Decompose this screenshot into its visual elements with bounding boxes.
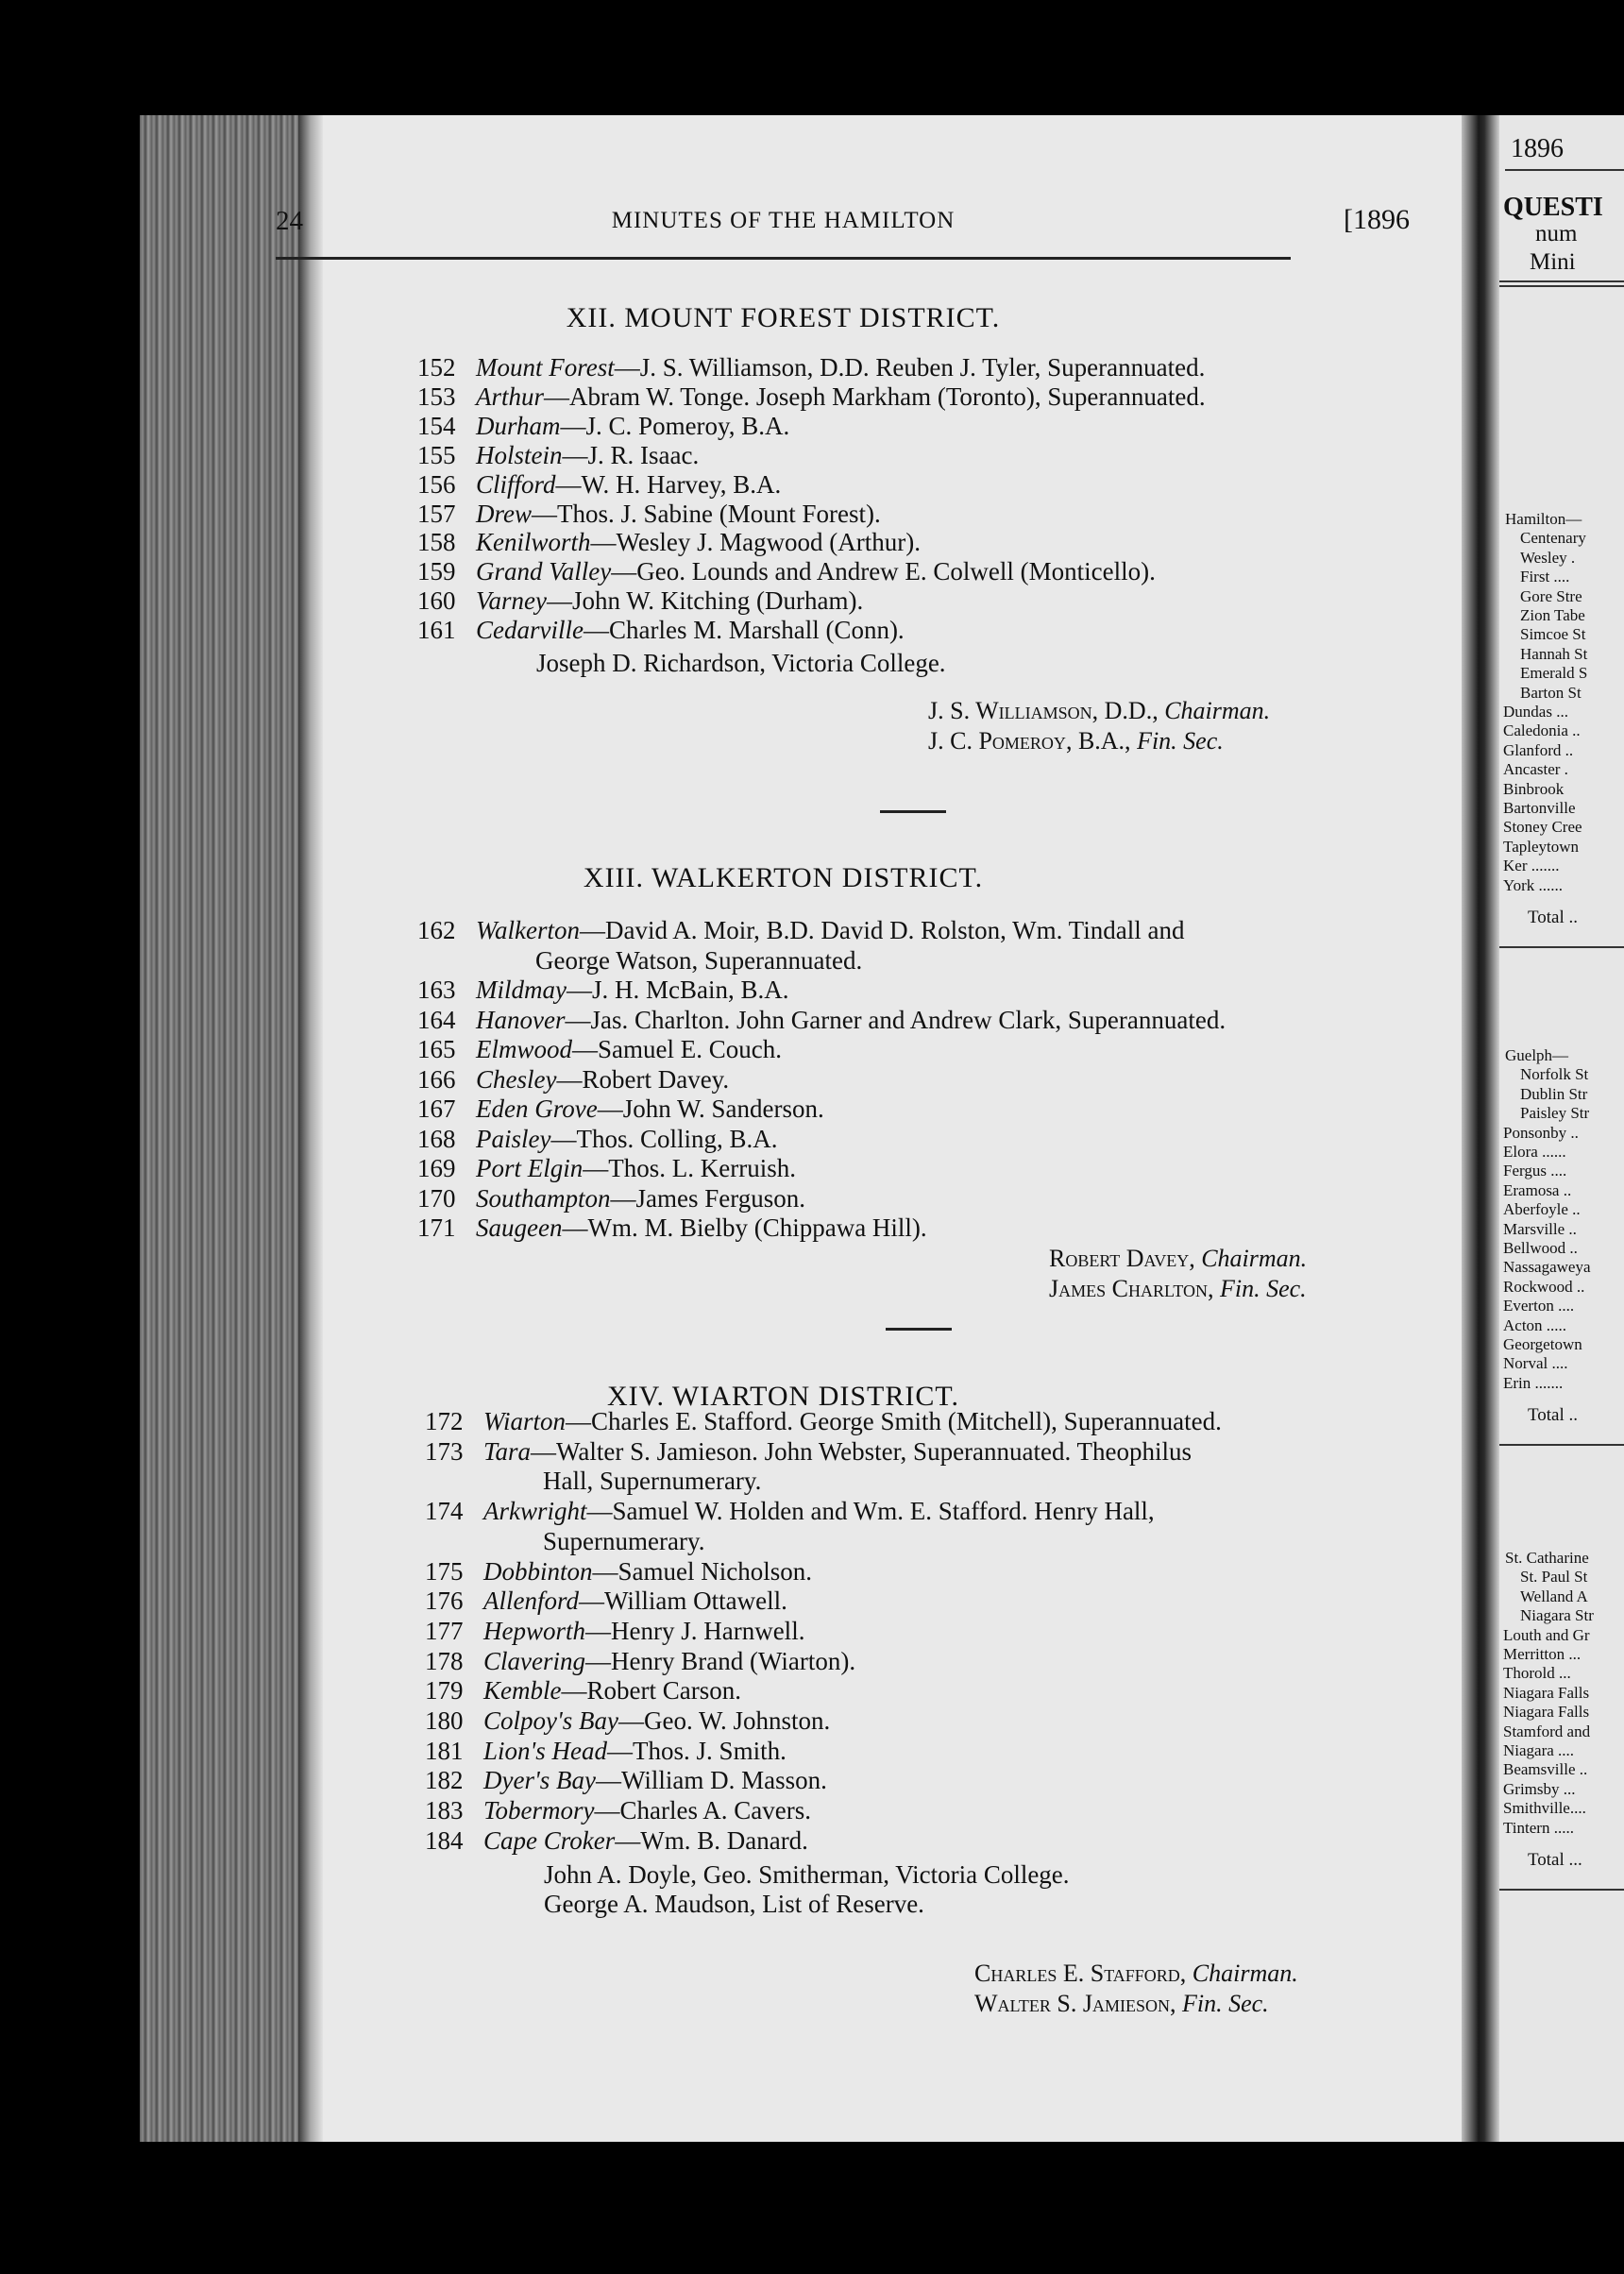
entry-number: 152	[417, 353, 456, 382]
book-gutter	[1462, 115, 1499, 2142]
right-list-item: Hamilton—	[1505, 510, 1582, 528]
right-list-item: Dublin Str	[1520, 1084, 1588, 1103]
entry-ministers: —Henry Brand (Wiarton).	[585, 1646, 856, 1675]
right-list-item: Gore Stre	[1520, 586, 1582, 605]
entry-ministers: —W. H. Harvey, B.A.	[555, 469, 782, 499]
entry-number: 159	[417, 557, 456, 586]
entry-number: 158	[417, 528, 456, 557]
signature-line	[1049, 1245, 1307, 1273]
entry-ministers: —Thos. J. Smith.	[607, 1736, 787, 1765]
right-list-item: Barton St	[1520, 683, 1582, 702]
right-list-item: Tapleytown	[1503, 837, 1580, 856]
right-list-item: Stoney Cree	[1503, 818, 1582, 837]
entry-place: Arthur	[476, 382, 545, 411]
entry-number: 181	[425, 1736, 464, 1765]
right-list-item: Rockwood ..	[1503, 1277, 1585, 1296]
entry-line	[425, 1407, 1222, 1436]
entry-number: 153	[417, 382, 456, 411]
right-page-year: 1896	[1511, 134, 1564, 163]
right-list-item: Hannah St	[1520, 644, 1588, 663]
entry-line	[425, 1497, 1155, 1526]
entry-ministers: —James Ferguson.	[610, 1183, 806, 1213]
entry-ministers: —Wesley J. Magwood (Arthur).	[590, 528, 922, 557]
entry-ministers: —Thos. J. Sabine (Mount Forest).	[532, 499, 881, 528]
right-list-item: Niagara Falls	[1503, 1683, 1590, 1702]
right-list-item: Bellwood ..	[1503, 1239, 1578, 1257]
entry-ministers: —Samuel Nicholson.	[592, 1556, 812, 1586]
page-number: 24	[276, 206, 303, 236]
entry-number: 161	[417, 616, 456, 645]
entry-ministers: —William Ottawell.	[579, 1587, 787, 1616]
entry-number: 163	[417, 976, 456, 1004]
entry-place: Clavering	[483, 1646, 585, 1675]
signatory-role: Chairman.	[1201, 1245, 1308, 1272]
entry-place: Colpoy's Bay	[483, 1706, 619, 1735]
right-list-item: Nassagaweya	[1503, 1258, 1591, 1277]
entry-number: 166	[417, 1064, 456, 1094]
right-list-item: St. Paul St	[1520, 1568, 1588, 1587]
entry-place: Port Elgin	[476, 1154, 584, 1182]
right-list-item: Bartonville	[1503, 799, 1576, 817]
signatory-role: Fin. Sec.	[1219, 1275, 1307, 1302]
entry-place: Mildmay	[476, 976, 567, 1004]
entry-place: Drew	[476, 499, 532, 528]
entry-place: Dyer's Bay	[483, 1766, 596, 1795]
right-list-item: Acton .....	[1503, 1315, 1567, 1334]
entry-ministers: —John W. Kitching (Durham).	[546, 586, 864, 616]
entry-line	[417, 1154, 796, 1183]
right-list-item: Tintern .....	[1503, 1818, 1574, 1837]
signature-line	[974, 1960, 1298, 1988]
right-list-item: Simcoe St	[1520, 625, 1586, 644]
right-list-item: Aberfoyle ..	[1503, 1200, 1581, 1219]
page-edge	[298, 115, 323, 2142]
entry-line	[425, 1766, 827, 1795]
right-list-item: Caledonia ..	[1503, 721, 1581, 740]
signatory-suffix: ,	[1169, 1990, 1182, 2017]
signatory-role: Fin. Sec.	[1181, 1990, 1269, 2017]
right-list-item: St. Catharine	[1505, 1549, 1589, 1567]
entry-line	[417, 616, 905, 645]
scanned-spread	[140, 115, 1624, 2142]
entry-place: Grand Valley	[476, 557, 612, 586]
entry-ministers: —Thos. L. Kerruish.	[583, 1154, 796, 1182]
right-list-item: Fergus ....	[1503, 1162, 1567, 1180]
right-list-item: First ....	[1520, 568, 1570, 586]
entry-line	[417, 916, 1184, 945]
right-list-item: Wesley .	[1520, 548, 1576, 567]
right-list-item: Marsville ..	[1503, 1219, 1577, 1238]
right-list-item: Norval ....	[1503, 1354, 1568, 1373]
district-note: George A. Maudson, List of Reserve.	[544, 1890, 924, 1919]
entry-ministers: —Samuel E. Couch.	[572, 1035, 782, 1063]
entry-place: Wiarton	[483, 1407, 567, 1435]
right-list-item: Ancaster .	[1503, 760, 1568, 779]
entry-place: Tara	[483, 1436, 532, 1466]
entry-line	[417, 353, 1205, 382]
entry-place: Walkerton	[476, 916, 580, 944]
signature-line	[928, 727, 1224, 755]
entry-ministers: —Charles M. Marshall (Conn).	[583, 616, 905, 645]
entry-line	[417, 1125, 778, 1154]
entry-ministers: —Jas. Charlton. John Garner and Andrew Clark, Superannuated.	[565, 1005, 1226, 1034]
entry-number: 184	[425, 1825, 464, 1855]
entry-line	[417, 586, 863, 616]
right-list-item: Beamsville ..	[1503, 1760, 1588, 1779]
entry-ministers: —David A. Moir, B.D. David D. Rolston, Wm. Tindall and	[580, 916, 1185, 944]
entry-place: Kenilworth	[476, 528, 591, 557]
entry-ministers: —Geo. Lounds and Andrew E. Colwell (Monticello).	[611, 557, 1156, 586]
district-note: Joseph D. Richardson, Victoria College.	[536, 649, 946, 677]
entry-line	[417, 412, 789, 441]
entry-number: 178	[425, 1646, 464, 1675]
signatory-suffix: ,	[1179, 1960, 1193, 1987]
entry-ministers: —John W. Sanderson.	[597, 1095, 824, 1123]
right-page-title: QUESTI	[1503, 193, 1603, 222]
right-list-item: Thorold ...	[1503, 1664, 1571, 1683]
signatory-name: J. S. Williamson	[928, 697, 1092, 724]
district-title: XIV. WIARTON DISTRICT.	[607, 1381, 959, 1412]
entry-number: 168	[417, 1124, 456, 1153]
entry-number: 156	[417, 469, 456, 499]
signatory-suffix: ,	[1189, 1245, 1202, 1272]
entry-ministers: —J. C. Pomeroy, B.A.	[560, 411, 790, 440]
entry-place: Lion's Head	[483, 1736, 608, 1765]
right-list-item: Niagara Str	[1520, 1606, 1594, 1625]
entry-number: 179	[425, 1676, 464, 1706]
entry-ministers: —Charles E. Stafford. George Smith (Mitchell), Superannuated.	[566, 1407, 1222, 1435]
entry-ministers: —Geo. W. Johnston.	[618, 1706, 831, 1735]
signatory-role: Chairman.	[1192, 1960, 1298, 1987]
book-spine	[140, 115, 310, 2142]
entry-place: Hepworth	[483, 1616, 585, 1645]
entry-line	[417, 1095, 824, 1124]
right-list-item: Niagara Falls	[1503, 1703, 1590, 1722]
right-list-item: Norfolk St	[1520, 1065, 1589, 1084]
entry-line	[425, 1617, 804, 1646]
entry-line	[425, 1587, 787, 1616]
right-list-item: Ker .......	[1503, 857, 1560, 875]
entry-ministers: —Walter S. Jamieson. John Webster, Superannuated. Theophilus	[531, 1436, 1193, 1466]
entry-number: 154	[417, 411, 456, 440]
entry-ministers: —Thos. Colling, B.A.	[550, 1124, 778, 1153]
page-year: [1896	[1344, 204, 1410, 235]
entry-number: 177	[425, 1616, 464, 1645]
entry-ministers: —Henry J. Harnwell.	[585, 1616, 805, 1645]
entry-number: 183	[425, 1796, 464, 1825]
right-list-item: Niagara ....	[1503, 1741, 1575, 1759]
right-page	[1499, 115, 1624, 2142]
entry-line	[425, 1437, 1192, 1467]
right-list-item: Glanford ..	[1503, 740, 1574, 759]
entry-number: 182	[425, 1766, 464, 1795]
entry-ministers: —Robert Davey.	[556, 1064, 730, 1094]
entry-number: 169	[417, 1154, 456, 1182]
entry-line	[417, 557, 1156, 586]
right-list-item: Grimsby ...	[1503, 1779, 1576, 1798]
right-title-line: num	[1535, 221, 1578, 246]
right-list-item: Georgetown	[1503, 1335, 1582, 1353]
signature-line	[974, 1990, 1269, 2018]
district-title: XII. MOUNT FOREST DISTRICT.	[566, 302, 1001, 333]
section-separator	[880, 810, 946, 813]
entry-ministers: —J. H. McBain, B.A.	[566, 976, 789, 1004]
entry-place: Arkwright	[483, 1497, 587, 1526]
entry-continuation: George Watson, Superannuated.	[535, 945, 863, 975]
right-list-item: Elora ......	[1503, 1143, 1566, 1161]
entry-place: Elmwood	[476, 1035, 573, 1063]
entry-number: 162	[417, 916, 456, 944]
right-list-total: Total ...	[1528, 1850, 1582, 1870]
entry-line	[425, 1557, 812, 1587]
right-list-item: Dundas ...	[1503, 703, 1568, 721]
entry-continuation: Supernumerary.	[543, 1526, 705, 1555]
entry-number: 155	[417, 440, 456, 469]
signatory-role: Chairman.	[1164, 697, 1271, 724]
entry-number: 180	[425, 1706, 464, 1735]
entry-line	[425, 1676, 741, 1706]
entry-place: Dobbinton	[483, 1556, 593, 1586]
entry-line	[417, 1213, 927, 1243]
right-title-line: Mini	[1530, 249, 1576, 275]
signatory-name: Robert Davey	[1049, 1245, 1190, 1272]
entry-line	[425, 1647, 855, 1676]
entry-number: 157	[417, 499, 456, 528]
entry-line	[417, 528, 921, 557]
entry-place: Durham	[476, 411, 561, 440]
right-list-item: Everton ....	[1503, 1297, 1575, 1315]
entry-number: 171	[417, 1213, 456, 1242]
running-title: MINUTES OF THE HAMILTON	[611, 208, 956, 233]
right-group-rule	[1499, 1444, 1624, 1446]
signature-line	[928, 697, 1270, 725]
entry-number: 173	[425, 1436, 464, 1466]
entry-number: 167	[417, 1095, 456, 1123]
entry-ministers: —Wm. M. Bielby (Chippawa Hill).	[562, 1213, 927, 1242]
entry-place: Paisley	[476, 1124, 551, 1153]
right-rule	[1499, 280, 1624, 282]
entry-place: Mount Forest	[476, 353, 615, 382]
entry-ministers: —William D. Masson.	[595, 1766, 827, 1795]
entry-place: Allenford	[483, 1587, 579, 1616]
right-list-item: Centenary	[1520, 529, 1586, 548]
entry-ministers: —J. R. Isaac.	[562, 440, 700, 469]
right-list-total: Total ..	[1528, 1405, 1579, 1426]
right-list-item: Erin .......	[1503, 1373, 1564, 1392]
entry-line	[417, 1065, 729, 1095]
entry-line	[417, 500, 881, 529]
entry-continuation: Hall, Supernumerary.	[543, 1467, 762, 1496]
district-title: XIII. WALKERTON DISTRICT.	[583, 862, 984, 893]
entry-number: 165	[417, 1035, 456, 1063]
entry-line	[417, 470, 781, 500]
entry-place: Tobermory	[483, 1796, 595, 1825]
entry-number: 174	[425, 1497, 464, 1526]
district-note: John A. Doyle, Geo. Smitherman, Victoria College.	[544, 1859, 1070, 1889]
signatory-suffix: ,	[1207, 1275, 1220, 1302]
entry-line	[417, 1184, 805, 1213]
right-list-item: Welland A	[1520, 1587, 1588, 1605]
right-list-item: Merritton ...	[1503, 1645, 1582, 1663]
signatory-name: James Charlton	[1049, 1275, 1208, 1302]
entry-number: 172	[425, 1407, 464, 1435]
signatory-suffix: , B.A.,	[1065, 727, 1138, 755]
entry-place: Clifford	[476, 469, 556, 499]
entry-number: 170	[417, 1183, 456, 1213]
right-list-item: Ponsonby ..	[1503, 1123, 1579, 1142]
signatory-name: Charles E. Stafford	[974, 1960, 1180, 1987]
signature-line	[1049, 1275, 1307, 1303]
entry-ministers: —Charles A. Cavers.	[594, 1796, 811, 1825]
right-list-item: Stamford and	[1503, 1722, 1591, 1740]
entry-place: Cedarville	[476, 616, 584, 645]
section-separator	[886, 1328, 952, 1331]
right-list-item: York ......	[1503, 875, 1563, 894]
entry-line	[425, 1796, 811, 1825]
entry-line	[417, 1035, 782, 1064]
entry-place: Cape Croker	[483, 1825, 616, 1855]
right-list-item: Binbrook	[1503, 779, 1565, 798]
entry-place: Chesley	[476, 1064, 557, 1094]
entry-place: Southampton	[476, 1183, 611, 1213]
right-list-item: Louth and Gr	[1503, 1625, 1590, 1644]
right-list-item: Smithville....	[1503, 1799, 1586, 1818]
entry-number: 160	[417, 586, 456, 616]
right-rule	[1499, 285, 1624, 287]
header-rule	[276, 257, 1291, 260]
entry-ministers: —Abram W. Tonge. Joseph Markham (Toronto), Superannuated.	[544, 382, 1206, 411]
right-list-item: Paisley Str	[1520, 1104, 1590, 1123]
entry-number: 175	[425, 1556, 464, 1586]
entry-number: 164	[417, 1005, 456, 1034]
entry-line	[417, 441, 699, 470]
entry-ministers: —Wm. B. Danard.	[615, 1825, 808, 1855]
entry-number: 176	[425, 1587, 464, 1616]
entry-line	[417, 976, 788, 1005]
signatory-name: Walter S. Jamieson	[974, 1990, 1170, 2017]
entry-line	[417, 1006, 1226, 1035]
right-list-item: Guelph—	[1505, 1046, 1569, 1064]
entry-place: Hanover	[476, 1005, 566, 1034]
entry-line	[425, 1737, 787, 1766]
entry-place: Holstein	[476, 440, 563, 469]
right-group-rule	[1499, 1889, 1624, 1891]
entry-place: Eden Grove	[476, 1095, 598, 1123]
entry-line	[425, 1826, 808, 1856]
right-list-item: Eramosa ..	[1503, 1180, 1572, 1199]
entry-ministers: —Robert Carson.	[561, 1676, 741, 1706]
entry-ministers: —J. S. Williamson, D.D. Reuben J. Tyler, Superannuated.	[614, 353, 1206, 382]
right-group-rule	[1499, 946, 1624, 948]
entry-place: Saugeen	[476, 1213, 563, 1242]
signatory-name: J. C. Pomeroy	[928, 727, 1066, 755]
right-list-item: Zion Tabe	[1520, 606, 1585, 624]
signatory-role: Fin. Sec.	[1137, 727, 1224, 755]
entry-place: Varney	[476, 586, 547, 616]
signatory-suffix: , D.D.,	[1091, 697, 1165, 724]
right-list-item: Emerald S	[1520, 664, 1588, 683]
entry-ministers: —Samuel W. Holden and Wm. E. Stafford. Henry Hall,	[586, 1497, 1155, 1526]
entry-place: Kemble	[483, 1676, 562, 1706]
right-header-rule	[1505, 169, 1624, 171]
entry-line	[417, 382, 1206, 412]
right-list-total: Total ..	[1528, 908, 1579, 927]
entry-line	[425, 1706, 830, 1736]
